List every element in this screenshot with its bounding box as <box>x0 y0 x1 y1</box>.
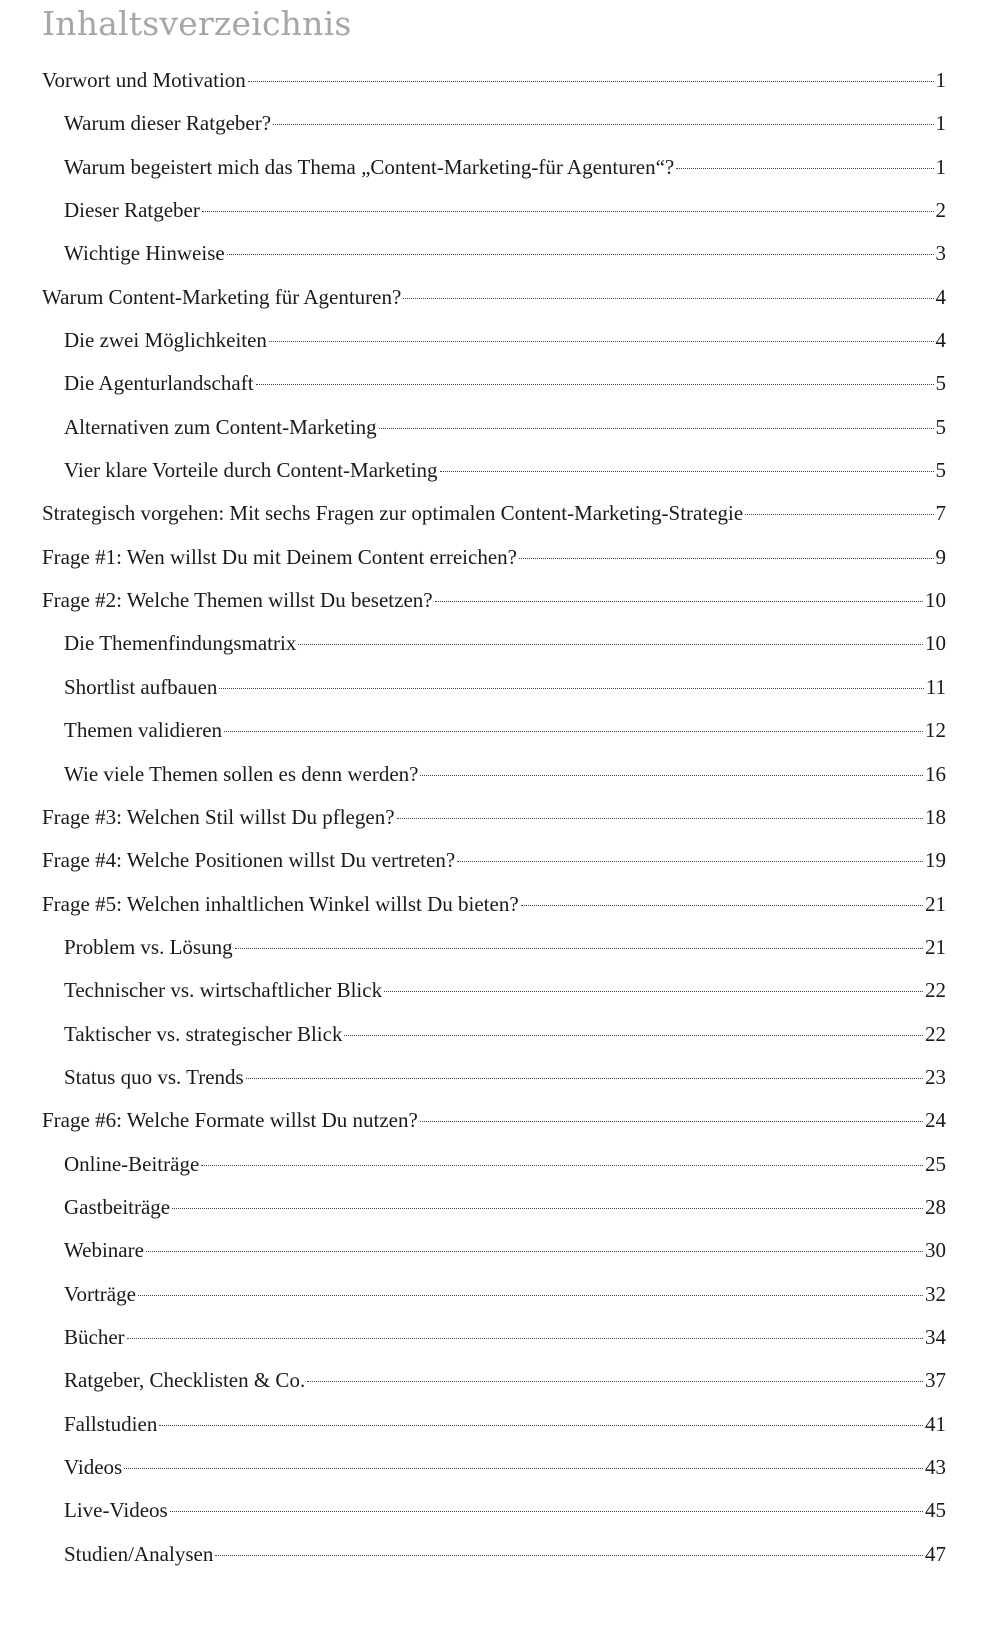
toc-dot-leader <box>159 1425 923 1426</box>
toc-page-number: 4 <box>935 328 946 353</box>
toc-dot-leader <box>273 124 933 125</box>
toc-entry-title: Alternativen zum Content-Marketing <box>64 414 377 439</box>
toc-page-number: 23 <box>925 1064 946 1089</box>
toc-dot-leader <box>248 81 934 82</box>
toc-page-number: 19 <box>925 848 946 873</box>
toc-section-entry[interactable] <box>0 926 1000 969</box>
page-title: Inhaltsverzeichnis <box>42 4 352 43</box>
toc-page-number: 18 <box>925 804 946 829</box>
toc-dot-leader <box>384 991 923 992</box>
toc-entry-title: Videos <box>64 1455 123 1479</box>
toc-dot-leader <box>138 1295 923 1296</box>
toc-dot-leader <box>403 298 933 299</box>
toc-entry-title: Warum begeistert mich das Thema „Content-Marketing-für Agenturen“? <box>64 154 675 179</box>
toc-section-entry[interactable] <box>0 1359 1000 1402</box>
toc-dot-leader <box>246 1078 923 1079</box>
toc-section-entry[interactable] <box>0 1316 1000 1359</box>
toc-page-number: 22 <box>925 978 946 1003</box>
toc-dot-leader <box>235 948 923 949</box>
toc-dot-leader <box>457 861 923 862</box>
toc-section-entry[interactable] <box>0 622 1000 665</box>
toc-section-entry[interactable] <box>0 709 1000 752</box>
toc-page-number: 3 <box>935 241 946 266</box>
toc-dot-leader <box>269 341 934 342</box>
toc-entry-title: Frage #1: Wen willst Du mit Deinem Content erreichen? <box>42 544 517 569</box>
toc-entry-title: Taktischer vs. strategischer Blick <box>64 1021 343 1046</box>
toc-page-number: 37 <box>925 1368 946 1393</box>
toc-dot-leader <box>521 905 923 906</box>
toc-entry-title: Gastbeiträge <box>64 1194 171 1219</box>
toc-entry-title: Live-Videos <box>64 1498 168 1523</box>
toc-section-entry[interactable] <box>0 753 1000 796</box>
toc-entry-title: Studien/Analysen <box>64 1541 214 1566</box>
toc-page-number: 5 <box>935 371 946 396</box>
toc-dot-leader <box>440 471 934 472</box>
toc-dot-leader <box>170 1511 923 1512</box>
toc-page-number: 16 <box>925 761 946 786</box>
toc-page-number: 45 <box>925 1498 946 1523</box>
toc-dot-leader <box>201 1165 923 1166</box>
toc-page-number: 11 <box>925 674 946 699</box>
toc-page-number: 5 <box>935 414 946 439</box>
toc-entry-title: Die Agenturlandschaft <box>64 371 254 396</box>
toc-section-entry[interactable] <box>0 969 1000 1012</box>
toc-page-number: 41 <box>925 1411 946 1436</box>
toc-page-number: 2 <box>935 198 946 223</box>
toc-page-number: 1 <box>935 68 946 92</box>
toc-dot-leader <box>519 558 934 559</box>
toc-section-entry[interactable] <box>0 1013 1000 1056</box>
toc-section-entry[interactable] <box>0 1533 1000 1576</box>
toc-dot-leader <box>224 731 923 732</box>
toc-dot-leader <box>307 1381 923 1382</box>
toc-dot-leader <box>745 514 933 515</box>
toc-entry-title: Wichtige Hinweise <box>64 241 225 266</box>
toc-entry-title: Online-Beiträge <box>64 1151 200 1176</box>
toc-chapter-entry[interactable] <box>0 839 1000 882</box>
toc-section-entry[interactable] <box>0 1403 1000 1446</box>
toc-dot-leader <box>379 428 934 429</box>
toc-entry-title: Bücher <box>64 1324 125 1349</box>
toc-page-number: 1 <box>935 111 946 136</box>
toc-section-entry[interactable] <box>0 319 1000 362</box>
toc-section-entry[interactable] <box>0 1143 1000 1186</box>
toc-dot-leader <box>219 688 923 689</box>
toc-section-entry[interactable] <box>0 102 1000 145</box>
toc-entry-title: Status quo vs. Trends <box>64 1064 244 1089</box>
toc-entry-title: Fallstudien <box>64 1411 158 1436</box>
toc-entry-title: Frage #5: Welchen inhaltlichen Winkel willst Du bieten? <box>42 891 519 916</box>
toc-dot-leader <box>124 1468 923 1469</box>
toc-dot-leader <box>215 1555 923 1556</box>
toc-entry-title: Die Themenfindungsmatrix <box>64 631 297 656</box>
toc-entry-title: Technischer vs. wirtschaftlicher Blick <box>64 978 383 1003</box>
toc-page-number: 25 <box>925 1151 946 1176</box>
toc-entry-title: Dieser Ratgeber <box>64 198 200 223</box>
toc-section-entry[interactable] <box>0 1273 1000 1316</box>
toc-page-number: 5 <box>935 458 946 483</box>
toc-entry-title: Shortlist aufbauen <box>64 674 218 699</box>
toc-page-number: 22 <box>925 1021 946 1046</box>
toc-dot-leader <box>227 254 934 255</box>
toc-dot-leader <box>146 1251 923 1252</box>
toc-chapter-entry[interactable] <box>0 1099 1000 1142</box>
toc-entry-title: Vier klare Vorteile durch Content-Marketing <box>64 458 438 483</box>
toc-dot-leader <box>202 211 934 212</box>
toc-section-entry[interactable] <box>0 666 1000 709</box>
toc-page-number: 43 <box>925 1455 946 1479</box>
toc-dot-leader <box>298 644 923 645</box>
toc-section-entry[interactable] <box>0 406 1000 449</box>
toc-dot-leader <box>172 1208 923 1209</box>
toc-section-entry[interactable] <box>0 1489 1000 1532</box>
toc-section-entry[interactable] <box>0 1229 1000 1272</box>
toc-page-number: 30 <box>925 1238 946 1263</box>
toc-section-entry[interactable] <box>0 232 1000 275</box>
toc-entry-title: Warum Content-Marketing für Agenturen? <box>42 284 402 309</box>
toc-dot-leader <box>420 775 923 776</box>
toc-page-number: 12 <box>925 718 946 743</box>
toc-entry-title: Vorwort und Motivation <box>42 68 246 92</box>
toc-entry-title: Themen validieren <box>64 718 223 743</box>
toc-page-number: 32 <box>925 1281 946 1306</box>
toc-chapter-entry[interactable] <box>0 536 1000 579</box>
toc-entry-title: Ratgeber, Checklisten & Co. <box>64 1368 306 1393</box>
toc-page-number: 10 <box>925 588 946 613</box>
toc-page-number: 24 <box>925 1108 946 1133</box>
toc-dot-leader <box>420 1121 923 1122</box>
toc-page-number: 4 <box>935 284 946 309</box>
toc-page-number: 7 <box>935 501 946 526</box>
toc-entry-title: Frage #3: Welchen Stil willst Du pflegen? <box>42 804 395 829</box>
toc-chapter-entry[interactable] <box>0 883 1000 926</box>
toc-dot-leader <box>127 1338 923 1339</box>
toc-section-entry[interactable] <box>0 449 1000 492</box>
toc-entry-title: Vorträge <box>64 1281 136 1306</box>
toc-section-entry[interactable] <box>0 1186 1000 1229</box>
toc-section-entry[interactable] <box>0 1446 1000 1489</box>
toc-dot-leader <box>256 384 934 385</box>
toc-page-number: 47 <box>925 1541 946 1566</box>
toc-page-number: 28 <box>925 1194 946 1219</box>
toc-page-number: 9 <box>935 544 946 569</box>
toc-dot-leader <box>676 168 933 169</box>
toc-entry-title: Wie viele Themen sollen es denn werden? <box>64 761 419 786</box>
toc-chapter-entry[interactable] <box>0 579 1000 622</box>
toc-entry-title: Webinare <box>64 1238 144 1263</box>
toc-entry-title: Strategisch vorgehen: Mit sechs Fragen zur optimalen Content-Marketing-Strategie <box>42 501 744 526</box>
toc-chapter-entry[interactable] <box>0 796 1000 839</box>
toc-section-entry[interactable] <box>0 146 1000 189</box>
toc-page-number: 10 <box>925 631 946 656</box>
toc-chapter-entry[interactable] <box>0 276 1000 319</box>
table-of-contents <box>0 59 1000 1576</box>
toc-page-number: 21 <box>925 891 946 916</box>
toc-section-entry[interactable] <box>0 189 1000 232</box>
toc-page-number: 1 <box>935 154 946 179</box>
toc-entry-title: Problem vs. Lösung <box>64 934 233 959</box>
toc-section-entry[interactable] <box>0 362 1000 405</box>
toc-dot-leader <box>435 601 923 602</box>
toc-page-number: 21 <box>925 934 946 959</box>
toc-section-entry[interactable] <box>0 1056 1000 1099</box>
toc-entry-title: Warum dieser Ratgeber? <box>64 111 272 136</box>
toc-entry-title: Die zwei Möglichkeiten <box>64 328 267 353</box>
toc-page-number: 34 <box>925 1324 946 1349</box>
toc-entry-title: Frage #4: Welche Positionen willst Du vertreten? <box>42 848 456 873</box>
toc-chapter-entry[interactable] <box>0 59 1000 102</box>
toc-dot-leader <box>397 818 923 819</box>
toc-dot-leader <box>344 1035 923 1036</box>
toc-chapter-entry[interactable] <box>0 492 1000 535</box>
toc-entry-title: Frage #6: Welche Formate willst Du nutzen? <box>42 1108 418 1133</box>
toc-entry-title: Frage #2: Welche Themen willst Du besetzen? <box>42 588 433 613</box>
